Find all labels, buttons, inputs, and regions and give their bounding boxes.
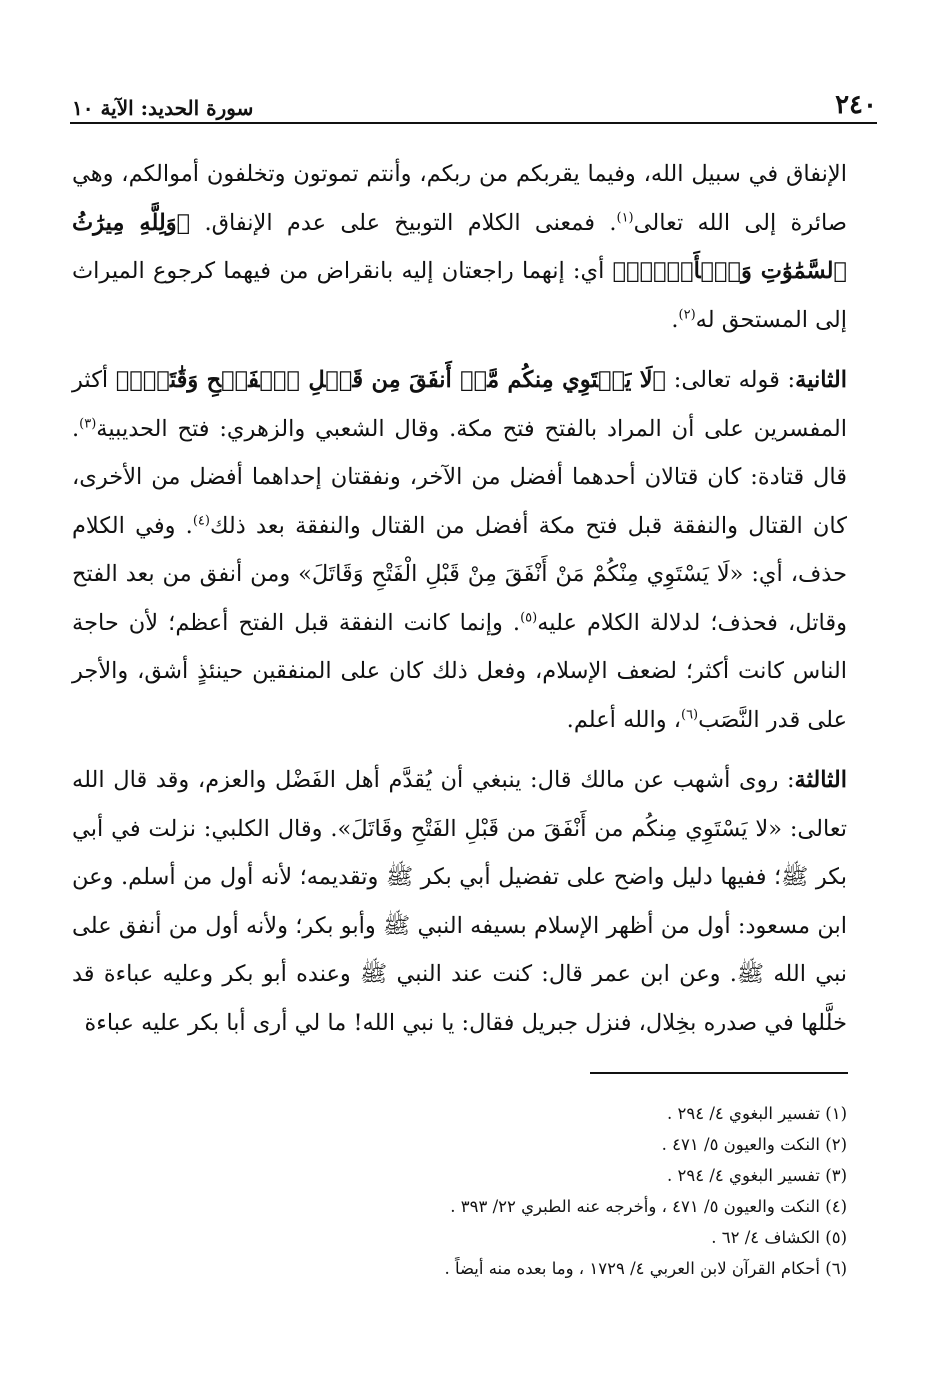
text-span: : روى أشهب عن مالك قال: ينبغي أن يُقدَّم أهل الفَضْل والعزم، وقد قال الله تعالى: «لا يَسْتَوِي مِنكُم من أَنْفَقَ من قَبْلِ الفَتْحِ وقَاتَلَ». وقال الكلبي: نزلت في أبي بكر ﷺ؛ ففيها دليل واضح على تفضيل أبي بكر ﷺ وتقديمه؛ لأنه أول من أسلم. وعن ابن مسعود: أول من أظهر الإسلام بسيفه النبي ﷺ وأبو بكر؛ ولأنه أول من أنفق على نبي الله ﷺ. وعن ابن عمر قال: كنت عند النبي ﷺ وعنده أبو بكر وعليه عباءة قد خلَّلها في صدره بخِلال، فنزل جبريل فقال: يا نبي الله! ما لي أرى أبا بكر عليه عباءة xyxy=(72,767,847,1036)
quran-quote: ﴿وَلِلَّهِ مِيرَٰثُ ٱلسَّمَٰوَٰتِ وَٱلۡأَرۡضِۚ﴾ xyxy=(72,209,847,284)
header-divider xyxy=(70,122,877,124)
text-span: . وإنما كانت النفقة قبل الفتح أعظم؛ لأن حاجة الناس كانت أكثر؛ لضعف الإسلام، وفعل ذلك كان على المنفقين حينئذٍ أشق، والأجر على قدر النَّصَب xyxy=(72,609,847,733)
quran-quote: ﴿لَا يَسۡتَوِي مِنكُم مَّنۡ أَنفَقَ مِن قَبۡلِ ٱلۡفَتۡحِ وَقَٰتَلَۚ﴾ xyxy=(115,367,667,393)
paragraph xyxy=(72,356,847,744)
footnote: (٣) تفسير البغوي ٤/ ٢٩٤ . xyxy=(667,1166,847,1185)
footnote-ref: (٣) xyxy=(79,416,97,431)
paragraph xyxy=(72,756,847,1047)
footnote: (٥) الكشاف ٤/ ٦٢ . xyxy=(711,1228,847,1247)
footnote-ref: (٥) xyxy=(520,610,538,625)
text-span: . فمعنى الكلام التوبيخ على عدم الإنفاق. xyxy=(190,209,617,236)
text-span: . قال قتادة: كان قتالان أحدهما أفضل من الآخر، ونفقتان إحداهما أفضل من الأخرى، كان القتال والنفقة قبل فتح مكة أفضل من القتال والنفقة بعد ذلك xyxy=(72,415,847,539)
section-lead: الثالثة xyxy=(794,767,847,793)
footnote-ref: (٢) xyxy=(678,307,696,322)
text-span: . وفي الكلام حذف، أي: «لَا يَسْتَوِي مِنْكُمْ مَنْ أَنْفَقَ مِنْ قَبْلِ الْفَتْحِ وَقَاتَلَ» ومن أنفق من بعد الفتح وقاتل، فحذف؛ لدلالة الكلام عليه xyxy=(72,512,848,636)
footnote-divider xyxy=(590,1072,848,1074)
paragraph xyxy=(72,150,847,344)
text-span: أكثر المفسرين على أن المراد بالفتح فتح مكة. وقال الشعبي والزهري: فتح الحديبية xyxy=(72,367,847,442)
page-number: ٢٤٠ xyxy=(835,90,877,120)
text-span: . xyxy=(671,306,679,333)
footnote-ref: (٤) xyxy=(192,513,210,528)
section-lead: الثانية xyxy=(795,367,847,393)
footnote: (١) تفسير البغوي ٤/ ٢٩٤ . xyxy=(667,1104,847,1123)
page-header xyxy=(72,80,877,120)
footnote: (٤) النكت والعيون ٥/ ٤٧١ ، وأخرجه عنه الطبري ٢٢/ ٣٩٣ . xyxy=(450,1197,847,1216)
text-span: الإنفاق في سبيل الله، وفيما يقربكم من ربكم، وأنتم تموتون وتخلفون أموالكم، وهي صائرة إلى الله تعالى xyxy=(72,161,847,236)
text-span: ، والله أعلم. xyxy=(566,706,681,733)
footnote: (٢) النكت والعيون ٥/ ٤٧١ . xyxy=(661,1135,847,1154)
main-text xyxy=(72,150,847,1047)
footnote-ref: (٦) xyxy=(680,707,699,722)
footnote: (٦) أحكام القرآن لابن العربي ٤/ ١٧٢٩ ، وما بعده منه أيضاً . xyxy=(444,1259,847,1278)
footnotes xyxy=(72,1098,847,1284)
text-span: : قوله تعالى: xyxy=(666,367,796,393)
footnote-ref: (١) xyxy=(616,210,634,225)
text-span: أي: إنهما راجعتان إليه بانقراض من فيهما كرجوع الميراث إلى المستحق له xyxy=(72,258,847,333)
running-title: سورة الحديد: الآية ١٠ xyxy=(72,96,254,120)
